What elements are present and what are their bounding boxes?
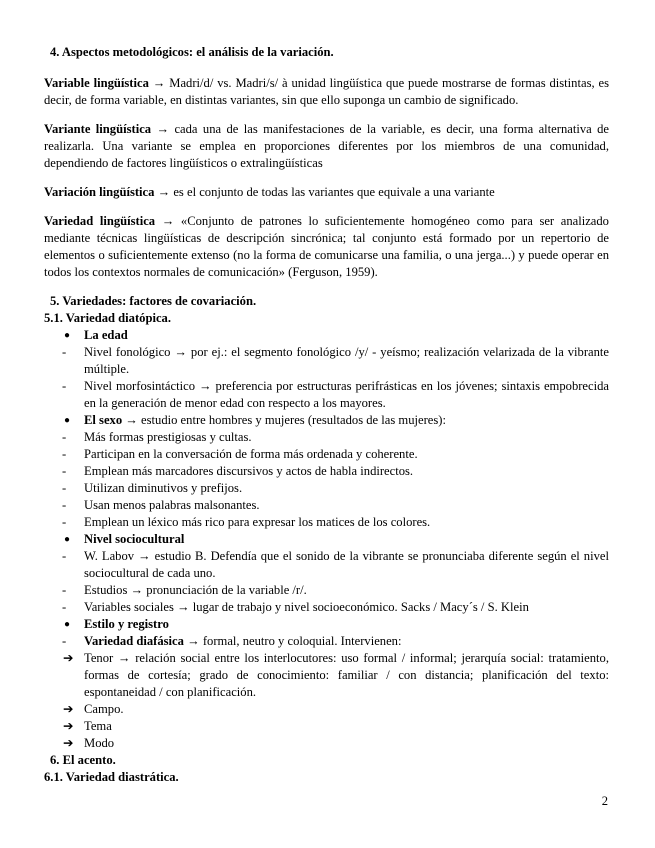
bullet-icon: ● xyxy=(64,619,71,630)
list-item xyxy=(44,616,609,633)
list-item-term: Variedad diafásica xyxy=(84,634,184,648)
list-item xyxy=(44,480,609,497)
list-item xyxy=(44,463,609,480)
dash-icon: - xyxy=(62,379,67,393)
definition-text: → «Conjunto de patrones lo suficientemente homogéneo como para ser analizado mediante técnicas lingüísticas de descripción sincrónica; tal conjunto está formado por un repertorio de elementos o suficientemente extenso (no la forma de comunicarse una familia, o una jerga...) y puede operar en todos los contextos normales de comunicación» (Ferguson, 1959). xyxy=(44,214,609,279)
list-item xyxy=(44,378,609,412)
list-item xyxy=(44,429,609,446)
list-item-text: Tenor → relación social entre los interlocutores: uso formal / informal; jerarquía social: tratamiento, formas de cortesía; grado de conocimiento: familiar / con distancia; planificación del texto: espontaneidad / con planificación. xyxy=(84,651,609,699)
bullet-icon: ● xyxy=(64,415,71,426)
definition-paragraph xyxy=(44,184,609,201)
definition-text: → es el conjunto de todas las variantes que equivale a una variante xyxy=(154,185,495,199)
list-item xyxy=(44,718,609,735)
list-item-text: Modo xyxy=(84,736,115,750)
dash-icon: - xyxy=(62,498,67,512)
list-item-text: → formal, neutro y coloquial. Intervienen: xyxy=(183,634,402,648)
section-5-heading: 5. Variedades: factores de covariación. xyxy=(50,294,257,308)
list-item-term: El sexo xyxy=(84,413,123,427)
list-item xyxy=(44,582,609,599)
bullet-icon: ● xyxy=(64,330,71,341)
list-item xyxy=(44,701,609,718)
list-item xyxy=(44,735,609,752)
list-item xyxy=(44,548,609,582)
dash-icon: - xyxy=(62,634,67,648)
definition-text: → Madri/d/ vs. Madri/s/ à unidad lingüística que puede mostrarse de formas distintas, es decir, de forma variable, en distintas variantes, sin que ello suponga un cambio de significado. xyxy=(44,76,609,107)
dash-icon: - xyxy=(62,447,67,461)
list-item xyxy=(44,497,609,514)
list-item xyxy=(44,531,609,548)
list-item xyxy=(44,650,609,701)
list-item xyxy=(44,412,609,429)
dash-icon: - xyxy=(62,345,67,359)
section-4-heading: 4. Aspectos metodológicos: el análisis de la variación. xyxy=(50,45,334,59)
list-item xyxy=(44,514,609,531)
definition-term: Variante lingüística xyxy=(44,122,152,136)
arrow-icon: ➔ xyxy=(63,651,74,665)
definition-text: → cada una de las manifestaciones de la variable, es decir, una forma alternativa de realizarla. Una variante se emplea en proporciones diferentes por los miembros de una comunidad, dependiendo de factores lingüísticos o extralingüísticas xyxy=(44,122,609,170)
document-page xyxy=(44,44,609,786)
list-item-text: Emplean un léxico más rico para expresar los matices de los colores. xyxy=(84,515,431,529)
list-item-text: Nivel fonológico → por ej.: el segmento fonológico /y/ - yeísmo; realización velarizada de la vibrante múltiple. xyxy=(84,345,609,376)
list-item-text: Más formas prestigiosas y cultas. xyxy=(84,430,252,444)
arrow-icon: ➔ xyxy=(63,736,74,750)
section-6-heading: 6. El acento. xyxy=(50,753,116,767)
list-item-term: Nivel sociocultural xyxy=(84,532,185,546)
dash-icon: - xyxy=(62,430,67,444)
arrow-icon: ➔ xyxy=(63,702,74,716)
list-item-text: Usan menos palabras malsonantes. xyxy=(84,498,260,512)
dash-icon: - xyxy=(62,583,67,597)
dash-icon: - xyxy=(62,600,67,614)
definitions xyxy=(44,75,609,281)
section-6-1-heading: 6.1. Variedad diastrática. xyxy=(44,770,179,784)
list-item-text: Participan en la conversación de forma más ordenada y coherente. xyxy=(84,447,418,461)
list-item-term: La edad xyxy=(84,328,128,342)
list-item-text: → estudio entre hombres y mujeres (resultados de las mujeres): xyxy=(122,413,446,427)
dash-icon: - xyxy=(62,481,67,495)
definition-paragraph xyxy=(44,213,609,281)
definition-paragraph xyxy=(44,121,609,172)
page-number: 2 xyxy=(601,794,608,808)
list-item xyxy=(44,446,609,463)
list-item xyxy=(44,599,609,616)
list-item xyxy=(44,344,609,378)
list-item-text: Variables sociales → lugar de trabajo y nivel socioeconómico. Sacks / Macy´s / S. Klein xyxy=(84,600,529,614)
factor-list xyxy=(44,327,609,752)
definition-term: Variación lingüística xyxy=(44,185,155,199)
list-item-text: Estudios → pronunciación de la variable /r/. xyxy=(84,583,307,597)
list-item-text: Campo. xyxy=(84,702,124,716)
definition-term: Variable lingüística xyxy=(44,76,149,90)
section-5-1-heading: 5.1. Variedad diatópica. xyxy=(44,311,172,325)
list-item-text: Tema xyxy=(84,719,112,733)
dash-icon: - xyxy=(62,549,67,563)
dash-icon: - xyxy=(62,464,67,478)
list-item xyxy=(44,633,609,650)
definition-term: Variedad lingüística xyxy=(44,214,156,228)
definition-paragraph xyxy=(44,75,609,109)
bullet-icon: ● xyxy=(64,534,71,545)
arrow-icon: ➔ xyxy=(63,719,74,733)
list-item-text: W. Labov → estudio B. Defendía que el sonido de la vibrante se pronunciaba diferente según el nivel sociocultural de cada uno. xyxy=(84,549,609,580)
list-item-term: Estilo y registro xyxy=(84,617,169,631)
dash-icon: - xyxy=(62,515,67,529)
list-item xyxy=(44,327,609,344)
list-item-text: Emplean más marcadores discursivos y actos de habla indirectos. xyxy=(84,464,414,478)
list-item-text: Nivel morfosintáctico → preferencia por estructuras perifrásticas en los jóvenes; sintaxis empobrecida en la generación de menor edad con respecto a los mayores. xyxy=(84,379,609,410)
list-item-text: Utilizan diminutivos y prefijos. xyxy=(84,481,243,495)
